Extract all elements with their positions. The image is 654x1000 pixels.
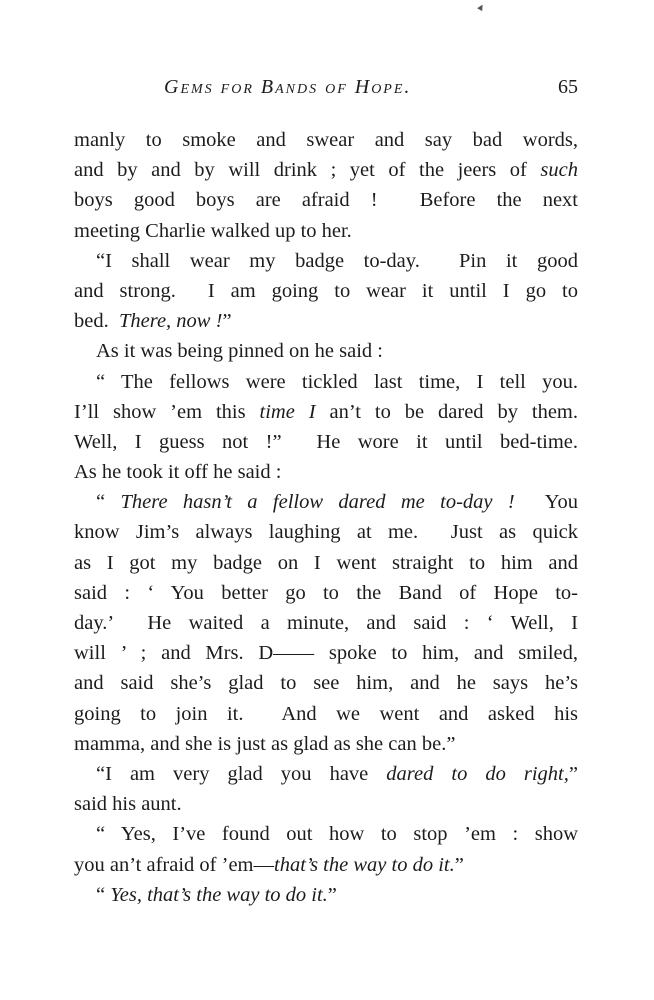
text-line (74, 880, 578, 910)
text-segment: going to join it. And we went and asked his (74, 702, 578, 725)
italic-text: Yes, that’s the way to do it. (110, 883, 328, 906)
text-line (74, 155, 578, 185)
text-segment: bed. (74, 310, 119, 333)
text-line (74, 246, 578, 276)
text-segment: and by and by will drink ; yet of the jeers of (74, 159, 541, 182)
italic-text: time I (259, 400, 316, 423)
text-line (74, 517, 578, 547)
text-line (74, 125, 578, 155)
printer-mark-icon: ▲ (473, 0, 488, 15)
italic-text: that’s the way to do it. (274, 853, 455, 876)
text-segment: You (514, 491, 578, 514)
text-segment: ” (568, 762, 578, 785)
italic-text: There hasn’t a fellow dared me to-day ! (120, 491, 515, 514)
text-segment: “ (96, 491, 121, 514)
body-text (74, 125, 578, 910)
text-line (74, 487, 578, 517)
page-number: 65 (558, 76, 578, 98)
text-line (74, 336, 578, 366)
text-segment: “ Yes, I’ve found out how to stop ’em : show (96, 823, 578, 846)
text-segment: I’ll show ’em this (74, 400, 260, 423)
text-line (74, 819, 578, 849)
text-line (74, 638, 578, 668)
italic-text: dared to do right, (386, 762, 569, 785)
text-segment: as I got my badge on I went straight to him and (74, 551, 578, 574)
text-line (74, 850, 578, 880)
italic-text: There, now ! (118, 310, 223, 333)
text-segment: As he took it off he said : (74, 461, 282, 484)
text-line (74, 699, 578, 729)
text-segment: Well, I guess not !” He wore it until bed-time. (74, 430, 578, 453)
text-line (74, 729, 578, 759)
text-segment: mamma, and she is just as glad as she can be.” (74, 732, 456, 755)
text-line (74, 367, 578, 397)
text-segment: you an’t afraid of ’em— (74, 853, 274, 876)
text-segment: an’t to be dared by them. (315, 400, 578, 423)
text-segment: As it was being pinned on he said : (96, 340, 383, 363)
text-segment: “I shall wear my badge to-day. Pin it good (96, 249, 578, 272)
text-segment: know Jim’s always laughing at me. Just as quick (74, 521, 578, 544)
text-line (74, 457, 578, 487)
text-segment: ” (222, 310, 232, 333)
text-segment: ” (327, 883, 337, 906)
text-segment: ” (454, 853, 464, 876)
text-line (74, 185, 578, 215)
text-line (74, 306, 578, 336)
text-segment: “ The fellows were tickled last time, I tell you. (96, 370, 578, 393)
text-segment: “ (96, 883, 111, 906)
text-segment: manly to smoke and swear and say bad words, (74, 129, 578, 151)
text-line (74, 608, 578, 638)
text-segment: said his aunt. (74, 793, 182, 816)
text-line (74, 427, 578, 457)
text-segment: “I am very glad you have (96, 762, 387, 785)
text-line (74, 548, 578, 578)
text-segment: and said she’s glad to see him, and he says he’s (74, 672, 578, 695)
text-segment: meeting Charlie walked up to her. (74, 219, 352, 242)
text-line (74, 759, 578, 789)
text-line (74, 216, 578, 246)
text-segment: will ’ ; and Mrs. D—— spoke to him, and smiled, (74, 642, 578, 665)
text-segment: said : ‘ You better go to the Band of Hope to- (74, 581, 578, 604)
italic-text: such (540, 159, 578, 182)
text-line (74, 668, 578, 698)
text-segment: boys good boys are afraid ! Before the next (74, 189, 578, 212)
running-title: Gems for Bands of Hope. (164, 76, 412, 98)
text-line (74, 397, 578, 427)
text-segment: and strong. I am going to wear it until I go to (74, 279, 578, 302)
text-line (74, 276, 578, 306)
page-header (74, 76, 578, 106)
text-line (74, 578, 578, 608)
text-line (74, 789, 578, 819)
text-segment: day.’ He waited a minute, and said : ‘ Well, I (74, 612, 578, 634)
